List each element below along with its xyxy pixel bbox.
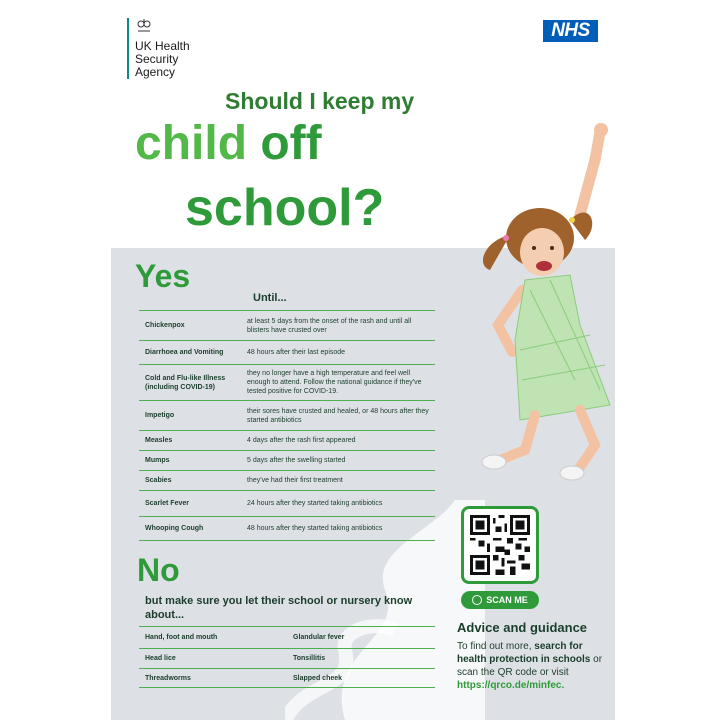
headline-off: off xyxy=(260,117,322,170)
headline-child: child xyxy=(135,117,248,170)
headline-line-1: Should I keep my xyxy=(225,88,415,114)
table-row xyxy=(139,310,435,340)
table-divider xyxy=(139,540,435,541)
exclusion-rule: 24 hours after they started taking antibiotics xyxy=(247,500,383,507)
advice-link[interactable]: https://qrco.de/minfec. xyxy=(457,680,565,691)
table-row xyxy=(139,430,435,450)
exclusion-rule: they no longer have a high temperature and feel well enough to attend. Follow the national guidance if they've tested positive for COVID-19. xyxy=(247,370,422,395)
jumping-girl-image xyxy=(460,120,615,490)
advice-intro: To find out more, xyxy=(457,641,535,652)
condition-name: Scarlet Fever xyxy=(145,500,189,507)
exclusion-rule: their sores have crusted and healed, or 48 hours after they started antibiotics xyxy=(247,407,429,424)
advice-title: Advice and guidance xyxy=(457,620,588,635)
scan-me-label: SCAN ME xyxy=(486,595,528,605)
condition-name: Impetigo xyxy=(145,412,175,419)
table-row xyxy=(139,470,435,490)
exclusion-rule: they've had their first treatment xyxy=(247,477,343,484)
table-row xyxy=(139,450,435,470)
headline-line-3: school? xyxy=(185,179,385,237)
list-item: Slapped cheek xyxy=(293,674,343,682)
list-item: Tonsillitis xyxy=(293,655,326,662)
agency-line-3: Agency xyxy=(135,65,176,79)
table-row xyxy=(139,516,435,540)
exclusion-rule: 48 hours after they started taking antibiotics xyxy=(247,525,383,532)
agency-line-2: Security xyxy=(135,52,179,66)
list-row xyxy=(139,668,435,688)
condition-name: Mumps xyxy=(145,457,170,464)
headline-line-2 xyxy=(135,118,322,170)
royal-crest-icon xyxy=(135,18,153,32)
list-row xyxy=(139,626,435,648)
exclusion-rule: 48 hours after their last episode xyxy=(247,349,346,356)
table-row xyxy=(139,400,435,430)
no-subtitle: but make sure you let their school or nursery know about... xyxy=(145,595,413,621)
condition-name: Chickenpox xyxy=(145,322,185,329)
poster xyxy=(105,0,615,720)
list-item: Head lice xyxy=(145,655,176,662)
list-item: Glandular fever xyxy=(293,634,345,641)
table-row xyxy=(139,340,435,364)
condition-name: Measles xyxy=(145,437,173,444)
advice-search-term: search for health protection in schools xyxy=(457,641,591,665)
nhs-logo: NHS xyxy=(543,20,598,42)
list-row xyxy=(139,648,435,668)
agency-line-1: UK Health xyxy=(135,39,190,53)
table-row xyxy=(139,490,435,516)
until-label: Until... xyxy=(253,292,287,304)
condition-name: Diarrhoea and Vomiting xyxy=(145,349,224,356)
scan-me-button[interactable] xyxy=(461,591,539,609)
exclusion-rule: 5 days after the swelling started xyxy=(247,457,346,464)
advice-text xyxy=(457,640,607,692)
exclusion-rule: 4 days after the rash first appeared xyxy=(247,437,356,444)
exclusion-rule: at least 5 days from the onset of the rash and until all blisters have crusted over xyxy=(247,317,412,334)
scan-icon xyxy=(472,595,482,605)
qr-code[interactable] xyxy=(461,506,539,584)
list-item: Threadworms xyxy=(145,674,191,682)
advice-middle: or scan the QR code or visit xyxy=(457,654,603,678)
list-item: Hand, foot and mouth xyxy=(145,634,218,641)
condition-name: Scabies xyxy=(145,477,172,484)
yes-heading: Yes xyxy=(135,258,191,294)
condition-name: Cold and Flu-like Illness (including COVID-19) xyxy=(145,374,226,391)
ukhsa-logo xyxy=(127,18,190,79)
qr-code-icon xyxy=(470,515,530,575)
condition-name: Whooping Cough xyxy=(145,525,204,532)
table-row xyxy=(139,364,435,400)
no-heading: No xyxy=(137,552,180,588)
